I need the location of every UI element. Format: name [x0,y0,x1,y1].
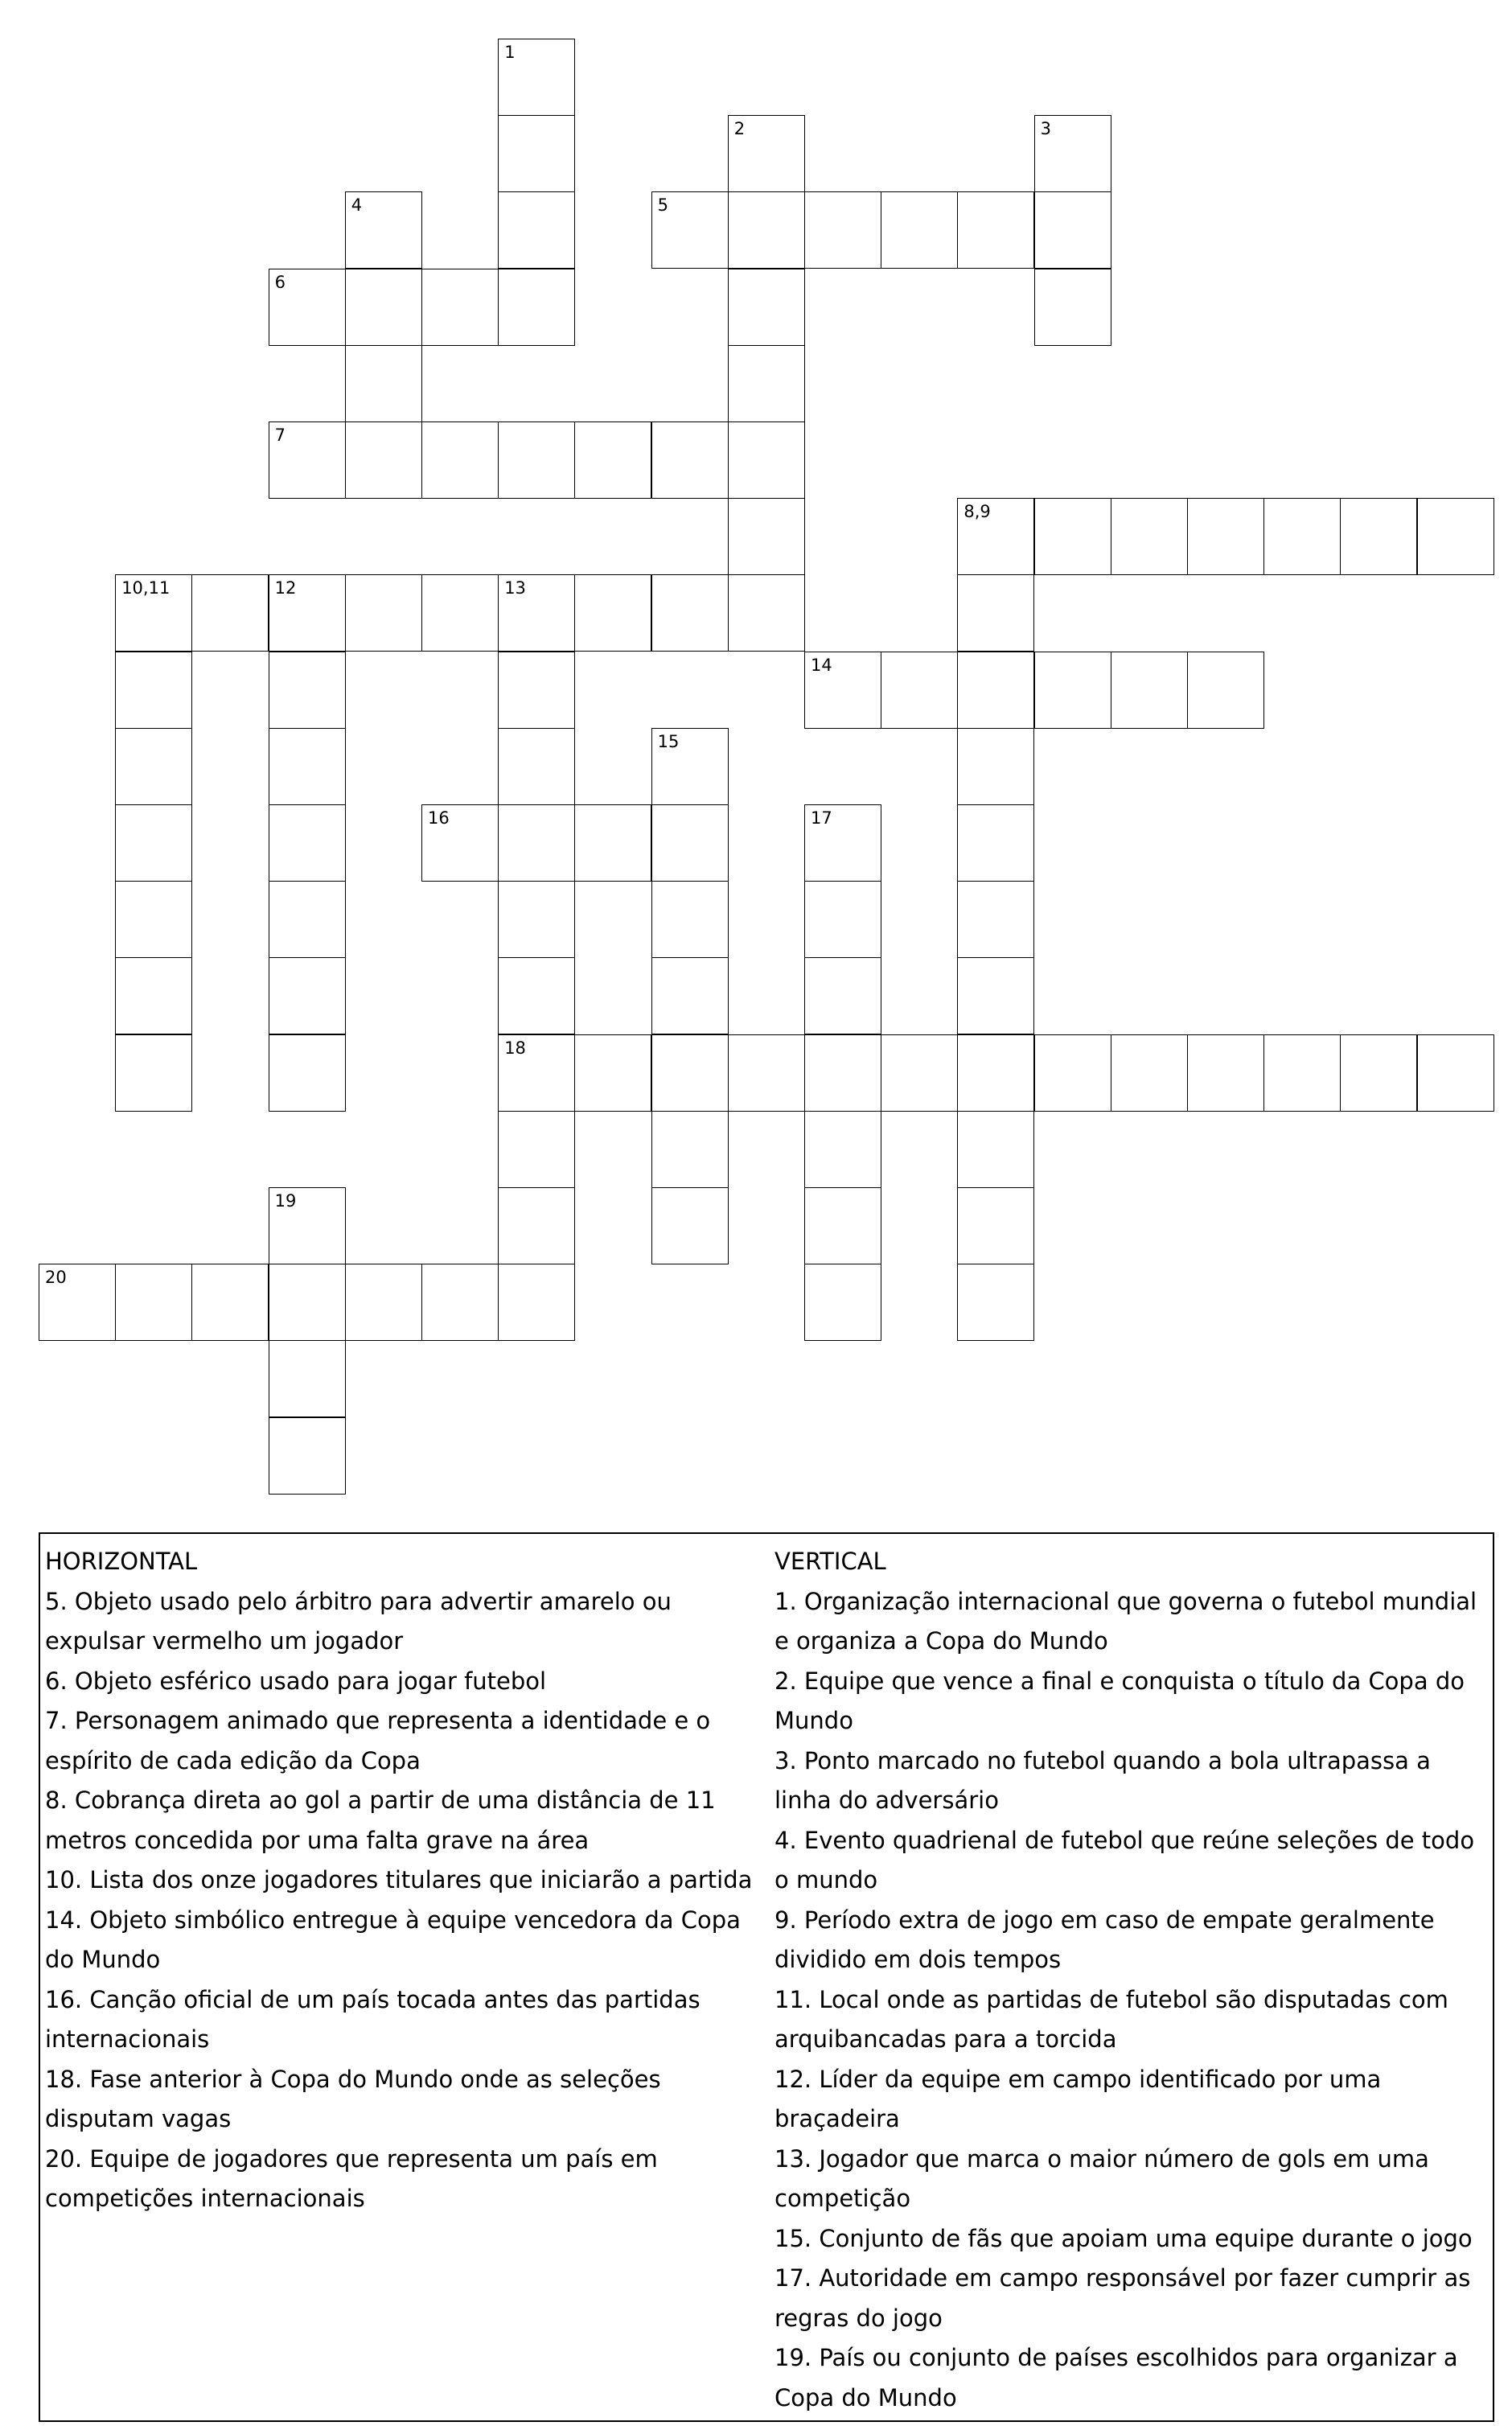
clue-number: 4 [351,195,363,216]
grid-cell[interactable] [498,39,575,116]
grid-cell[interactable] [115,1264,192,1341]
grid-cell[interactable] [39,1264,116,1341]
grid-cell[interactable] [269,1264,346,1341]
grid-cell[interactable] [1111,652,1188,729]
grid-cell[interactable] [728,269,805,346]
grid-cell[interactable] [804,1264,881,1341]
grid-cell[interactable] [1417,1034,1494,1112]
grid-cell[interactable] [345,421,422,499]
grid-cell[interactable] [269,957,346,1034]
grid-cell[interactable] [498,804,575,882]
grid-cell[interactable] [498,652,575,729]
grid-cell[interactable] [345,574,422,652]
grid-cell[interactable] [957,1264,1034,1341]
clue-number: 14 [811,655,832,675]
grid-cell[interactable] [345,345,422,422]
grid-cell[interactable] [498,574,575,652]
grid-cell[interactable] [191,1264,269,1341]
grid-cell[interactable] [498,269,575,346]
clue-number: 2 [733,119,746,139]
grid-cell[interactable] [1034,652,1111,729]
grid-cell[interactable] [957,728,1034,805]
grid-cell[interactable] [957,652,1034,729]
clue-number: 12 [274,578,297,598]
grid-cell[interactable] [574,574,651,652]
horizontal-title: HORIZONTAL [45,1548,198,1575]
vertical-clue: 17. Autoridade em campo responsável por fazer cumprir as regras do jogo [774,2264,1471,2332]
grid-cell[interactable] [804,1187,881,1264]
grid-cell[interactable] [957,498,1034,575]
horizontal-clues [45,1542,773,2219]
grid-cell[interactable] [498,881,575,958]
grid-cell[interactable] [345,191,422,269]
grid-cell[interactable] [191,574,269,652]
grid-cell[interactable] [1034,191,1111,269]
grid-cell[interactable] [421,1264,499,1341]
grid-cell[interactable] [728,1034,805,1112]
grid-cell[interactable] [115,881,192,958]
grid-cell[interactable] [651,881,729,958]
grid-cell[interactable] [1034,269,1111,346]
vertical-clue: 9. Período extra de jogo em caso de empate geralmente dividido em dois tempos [774,1906,1435,1973]
vertical-clues [774,1542,1482,2418]
grid-cell[interactable] [804,1034,881,1112]
grid-cell[interactable] [651,728,729,805]
grid-cell[interactable] [651,804,729,882]
grid-cell[interactable] [421,574,499,652]
horizontal-clue: 10. Lista dos onze jogadores titulares que iniciarão a partida [45,1866,753,1893]
grid-cell[interactable] [269,804,346,882]
grid-cell[interactable] [498,1111,575,1188]
horizontal-clue: 5. Objeto usado pelo árbitro para advertir amarelo ou expulsar vermelho um jogador [45,1587,672,1655]
grid-cell[interactable] [421,269,499,346]
grid-cell[interactable] [115,574,192,652]
grid-cell[interactable] [651,957,729,1034]
grid-cell[interactable] [1417,498,1494,575]
vertical-clue: 1. Organização internacional que governa o futebol mundial e organiza a Copa do Mundo [774,1587,1477,1655]
grid-cell[interactable] [498,191,575,269]
grid-cell[interactable] [269,728,346,805]
grid-cell[interactable] [804,1111,881,1188]
grid-cell[interactable] [651,1111,729,1188]
grid-cell[interactable] [1340,498,1417,575]
grid-cell[interactable] [1034,498,1111,575]
grid-cell[interactable] [574,421,651,499]
grid-cell[interactable] [651,191,729,269]
grid-cell[interactable] [651,421,729,499]
grid-cell[interactable] [651,574,729,652]
vertical-clue: 12. Líder da equipe em campo identificado por uma braçadeira [774,2065,1382,2132]
grid-cell[interactable] [269,421,346,499]
horizontal-clue: 7. Personagem animado que representa a identidade e o espírito de cada edição da Copa [45,1707,711,1774]
clue-number: 6 [274,272,286,292]
vertical-clue: 3. Ponto marcado no futebol quando a bola ultrapassa a linha do adversário [774,1746,1431,1814]
clue-number: 10,11 [121,578,171,598]
grid-cell[interactable] [957,881,1034,958]
grid-cell[interactable] [881,191,958,269]
grid-cell[interactable] [115,804,192,882]
grid-cell[interactable] [1111,498,1188,575]
clues-panel [39,1532,1494,2422]
grid-cell[interactable] [804,804,881,882]
vertical-clue: 13. Jogador que marca o maior número de gols em uma competição [774,2144,1429,2212]
vertical-clue: 4. Evento quadrienal de futebol que reúne seleções de todo o mundo [774,1826,1475,1893]
grid-cell[interactable] [269,1340,346,1417]
grid-cell[interactable] [881,652,958,729]
vertical-title: VERTICAL [774,1548,886,1575]
grid-cell[interactable] [498,1034,575,1112]
grid-cell[interactable] [345,1264,422,1341]
clue-number: 1 [504,43,516,62]
grid-cell[interactable] [804,957,881,1034]
grid-cell[interactable] [881,1034,958,1112]
grid-cell[interactable] [728,345,805,422]
grid-cell[interactable] [269,1187,346,1264]
grid-cell[interactable] [574,804,651,882]
grid-cell[interactable] [1187,652,1264,729]
grid-cell[interactable] [498,728,575,805]
horizontal-clue: 18. Fase anterior à Copa do Mundo onde as seleções disputam vagas [45,2065,661,2132]
clue-number: 8,9 [963,502,991,522]
grid-cell[interactable] [269,652,346,729]
grid-cell[interactable] [728,115,805,192]
grid-cell[interactable] [1187,1034,1264,1112]
clue-number: 15 [657,731,680,751]
grid-cell[interactable] [498,1187,575,1264]
grid-cell[interactable] [269,574,346,652]
grid-cell[interactable] [498,115,575,192]
grid-cell[interactable] [115,1034,192,1112]
grid-cell[interactable] [115,652,192,729]
grid-cell[interactable] [957,957,1034,1034]
horizontal-clue: 8. Cobrança direta ao gol a partir de uma distância de 11 metros concedida por uma falta grave na área [45,1787,716,1854]
grid-cell[interactable] [957,191,1034,269]
grid-cell[interactable] [804,881,881,958]
clue-number: 13 [504,578,526,598]
grid-cell[interactable] [957,1187,1034,1264]
clue-number: 7 [274,426,286,445]
grid-cell[interactable] [1263,498,1341,575]
grid-cell[interactable] [345,269,422,346]
vertical-clue: 11. Local onde as partidas de futebol são disputadas com arquibancadas para a torcida [774,1985,1448,2053]
crossword-grid [39,39,1494,1495]
grid-cell[interactable] [498,421,575,499]
grid-cell[interactable] [728,191,805,269]
grid-cell[interactable] [957,804,1034,882]
grid-cell[interactable] [651,1034,729,1112]
grid-cell[interactable] [421,804,499,882]
grid-cell[interactable] [498,1264,575,1341]
grid-cell[interactable] [1034,1034,1111,1112]
clue-number: 20 [45,1268,67,1288]
grid-cell[interactable] [804,191,881,269]
grid-cell[interactable] [269,1034,346,1112]
grid-cell[interactable] [1187,498,1264,575]
vertical-clue: 15. Conjunto de fãs que apoiam uma equipe durante o jogo [774,2224,1473,2252]
grid-cell[interactable] [115,957,192,1034]
horizontal-clue: 20. Equipe de jogadores que representa um país em competições internacionais [45,2144,658,2212]
grid-cell[interactable] [115,728,192,805]
grid-cell[interactable] [269,269,346,346]
grid-cell[interactable] [269,1417,346,1495]
clue-number: 3 [1040,119,1051,139]
grid-cell[interactable] [421,421,499,499]
grid-cell[interactable] [574,1034,651,1112]
horizontal-clue: 14. Objeto simbólico entregue à equipe vencedora da Copa do Mundo [45,1906,741,1973]
clue-number: 19 [274,1191,297,1211]
horizontal-clue: 6. Objeto esférico usado para jogar futebol [45,1667,547,1695]
clue-number: 17 [811,808,832,828]
grid-cell[interactable] [728,421,805,499]
horizontal-clue: 16. Canção oficial de um país tocada antes das partidas internacionais [45,1985,701,2053]
grid-cell[interactable] [1263,1034,1341,1112]
clue-number: 16 [428,808,450,828]
vertical-clue: 2. Equipe que vence a final e conquista o título da Copa do Mundo [774,1667,1465,1734]
grid-cell[interactable] [1340,1034,1417,1112]
clue-number: 5 [657,195,668,216]
grid-cell[interactable] [957,1111,1034,1188]
grid-cell[interactable] [957,574,1034,652]
clue-number: 18 [504,1038,526,1058]
grid-cell[interactable] [728,498,805,575]
grid-cell[interactable] [1111,1034,1188,1112]
grid-cell[interactable] [269,881,346,958]
grid-cell[interactable] [728,574,805,652]
grid-cell[interactable] [957,1034,1034,1112]
grid-cell[interactable] [651,1187,729,1264]
grid-cell[interactable] [1034,115,1111,192]
grid-cell[interactable] [804,652,881,729]
vertical-clue: 19. País ou conjunto de países escolhidos para organizar a Copa do Mundo [774,2344,1458,2411]
grid-cell[interactable] [498,957,575,1034]
